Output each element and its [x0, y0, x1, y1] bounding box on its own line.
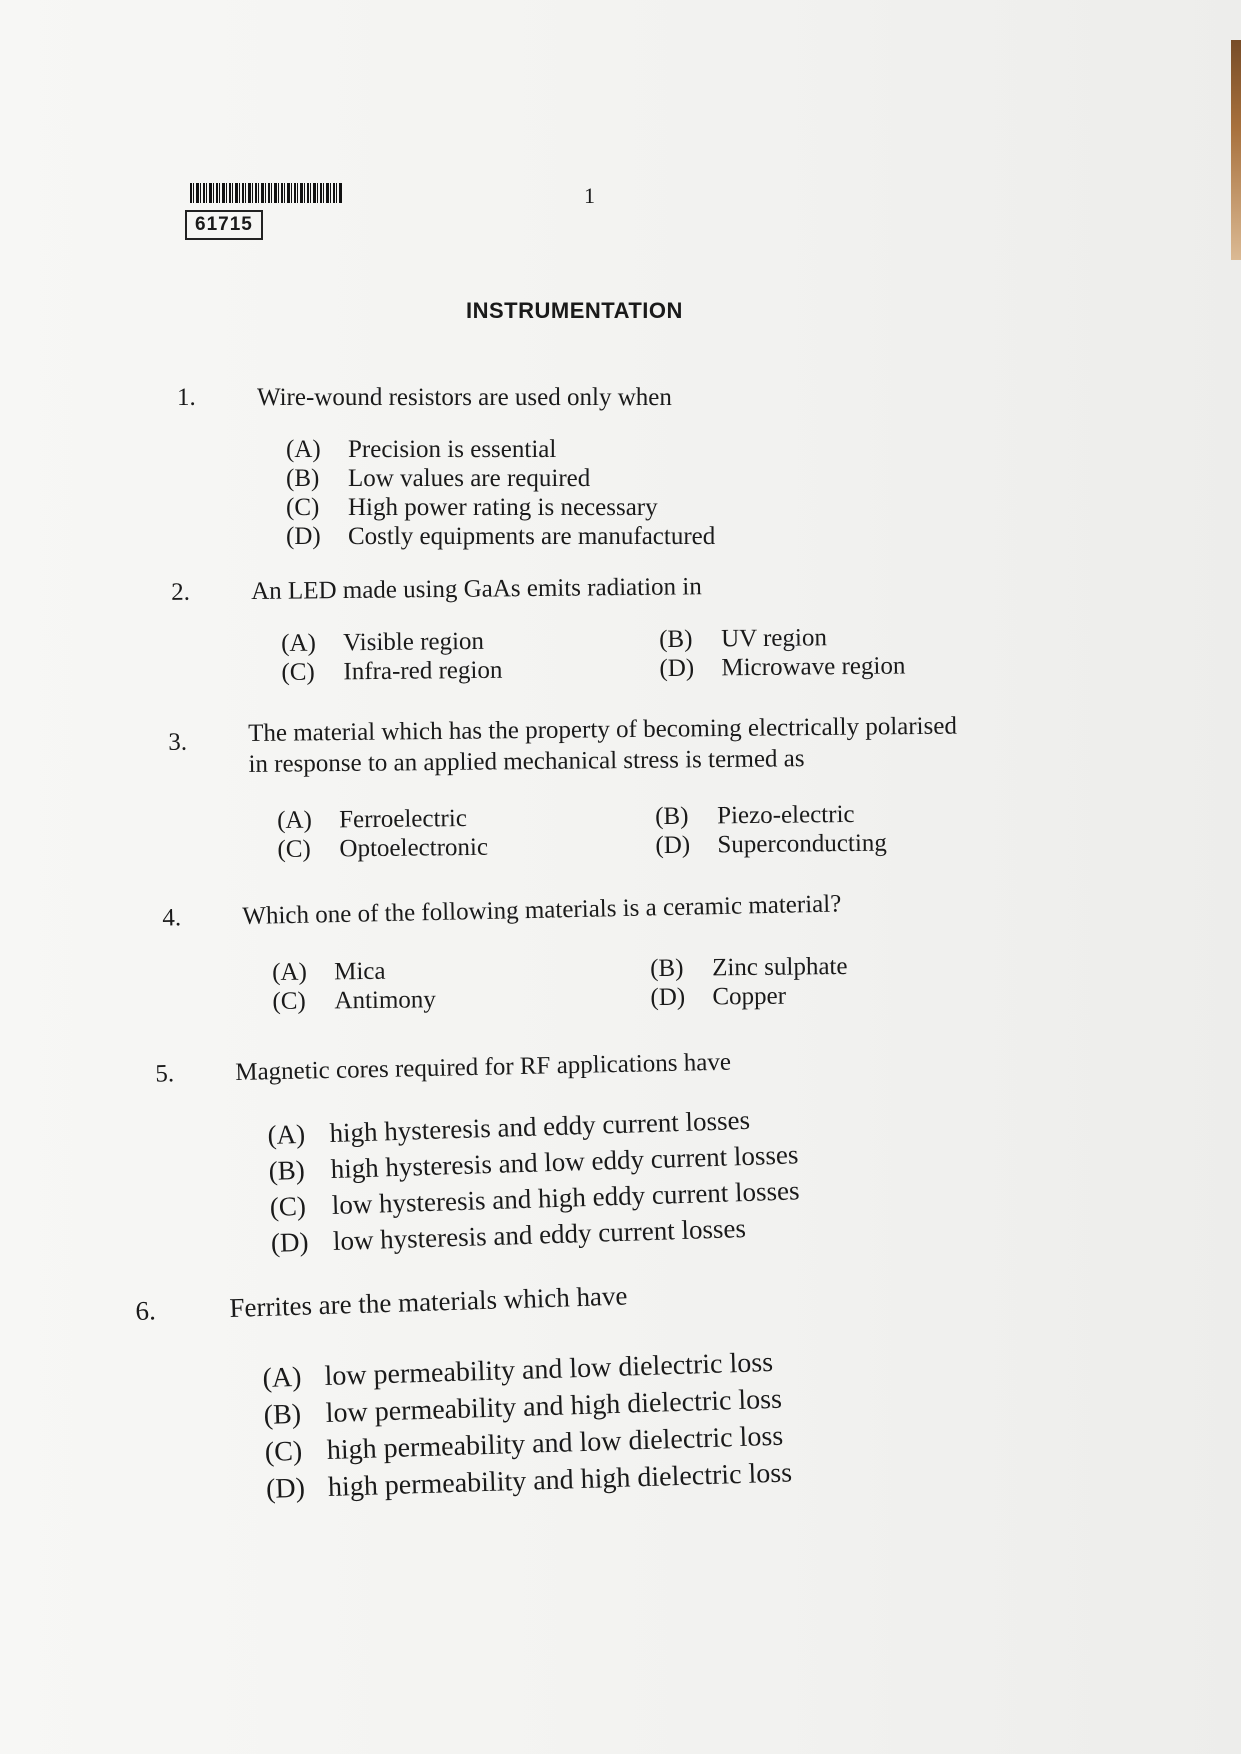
option-a [272, 954, 650, 987]
option-label: (C) [272, 987, 306, 1015]
question-number: 6. [135, 1295, 157, 1326]
page-title: INSTRUMENTATION [466, 298, 683, 323]
option-label: (D) [270, 1226, 309, 1258]
option-label: (A) [281, 629, 317, 657]
option-text: Visible region [343, 627, 485, 657]
option-d [659, 651, 979, 683]
question-4-options [272, 951, 971, 1016]
option-text: Ferroelectric [339, 805, 467, 834]
option-text: Infra-red region [343, 656, 503, 686]
question-number: 2. [171, 578, 191, 606]
question-6 [135, 1280, 628, 1326]
option-text: low permeability and low dielectric loss [324, 1346, 774, 1393]
question-4 [162, 888, 842, 932]
question-number: 3. [168, 728, 188, 756]
page-edge-shadow [1231, 40, 1241, 260]
barcode [190, 183, 342, 203]
option-text: Piezo-electric [716, 800, 855, 830]
option-c [286, 493, 715, 522]
option-b [655, 799, 975, 831]
option-d [650, 980, 970, 1012]
option-a [281, 625, 659, 658]
question-stem-line-1: The material which has the property of becoming electrically polarised [248, 712, 958, 747]
option-c [272, 983, 650, 1016]
question-1-options [286, 435, 715, 551]
question-stem: Wire-wound resistors are used only when [257, 384, 672, 411]
option-label: (D) [659, 654, 695, 683]
option-label: (B) [658, 625, 693, 654]
option-text: high hysteresis and low eddy current losses [330, 1139, 799, 1185]
option-text: High power rating is necessary [348, 494, 658, 521]
option-text: low permeability and high dielectric loss [325, 1383, 783, 1430]
option-label: (A) [272, 958, 308, 986]
option-label: (B) [654, 802, 689, 831]
option-text: Antimony [334, 986, 436, 1015]
option-text: high hysteresis and eddy current losses [329, 1104, 751, 1149]
option-text: Costly equipments are manufactured [348, 523, 716, 550]
option-label: (C) [277, 835, 311, 863]
option-b [659, 622, 979, 654]
question-stem: Which one of the following materials is a ceramic material? [242, 890, 842, 930]
question-number: 4. [162, 904, 182, 932]
option-text: Microwave region [721, 652, 906, 682]
option-a [286, 435, 715, 464]
option-b [650, 951, 970, 983]
option-label: (D) [265, 1472, 306, 1505]
option-label: (D) [650, 983, 686, 1012]
question-6-options [262, 1343, 793, 1507]
option-text: high permeability and high dielectric loss [327, 1457, 793, 1503]
option-label: (B) [286, 465, 320, 492]
option-text: Zinc sulphate [711, 952, 848, 982]
option-label: (C) [269, 1190, 307, 1222]
option-label: (B) [263, 1398, 302, 1431]
question-1 [177, 382, 672, 413]
question-3 [168, 711, 958, 780]
page-number: 1 [584, 183, 595, 208]
option-text: Superconducting [717, 829, 887, 859]
option-c [281, 654, 659, 687]
option-label: (D) [655, 831, 691, 860]
question-stem: Ferrites are the materials which have [229, 1280, 628, 1323]
option-d [655, 828, 975, 860]
option-d [286, 522, 715, 551]
option-c [277, 831, 655, 864]
question-stem: An LED made using GaAs emits radiation in [251, 573, 702, 605]
option-a [277, 802, 655, 835]
option-label: (C) [281, 658, 315, 686]
option-label: (D) [286, 523, 321, 550]
option-text: UV region [720, 624, 828, 653]
question-number: 5. [155, 1060, 175, 1088]
option-label: (A) [267, 1118, 306, 1150]
question-number: 1. [177, 384, 196, 411]
question-3-options [277, 799, 976, 864]
option-text: Optoelectronic [339, 833, 489, 863]
question-2 [171, 571, 702, 607]
option-label: (A) [286, 436, 321, 463]
option-label: (A) [277, 806, 313, 834]
question-5 [155, 1047, 732, 1088]
question-2-options [281, 622, 980, 687]
paper-code: 61715 [185, 210, 263, 240]
question-5-options [267, 1100, 801, 1261]
option-label: (A) [262, 1361, 302, 1394]
option-label: (C) [264, 1435, 303, 1468]
question-stem: Magnetic cores required for RF applications have [235, 1048, 732, 1086]
option-label: (C) [286, 494, 320, 521]
option-text: Copper [712, 982, 787, 1011]
question-stem-line-2: in response to an applied mechanical stress is termed as [248, 745, 805, 778]
option-label: (B) [649, 954, 684, 983]
option-text: Precision is essential [348, 436, 557, 463]
option-text: Mica [334, 957, 386, 986]
option-b [286, 464, 715, 493]
option-text: low hysteresis and eddy current losses [332, 1213, 747, 1256]
option-label: (B) [268, 1154, 306, 1186]
option-text: Low values are required [348, 465, 591, 492]
option-text: high permeability and low dielectric loss [326, 1420, 784, 1466]
option-text: low hysteresis and high eddy current losses [331, 1175, 800, 1221]
